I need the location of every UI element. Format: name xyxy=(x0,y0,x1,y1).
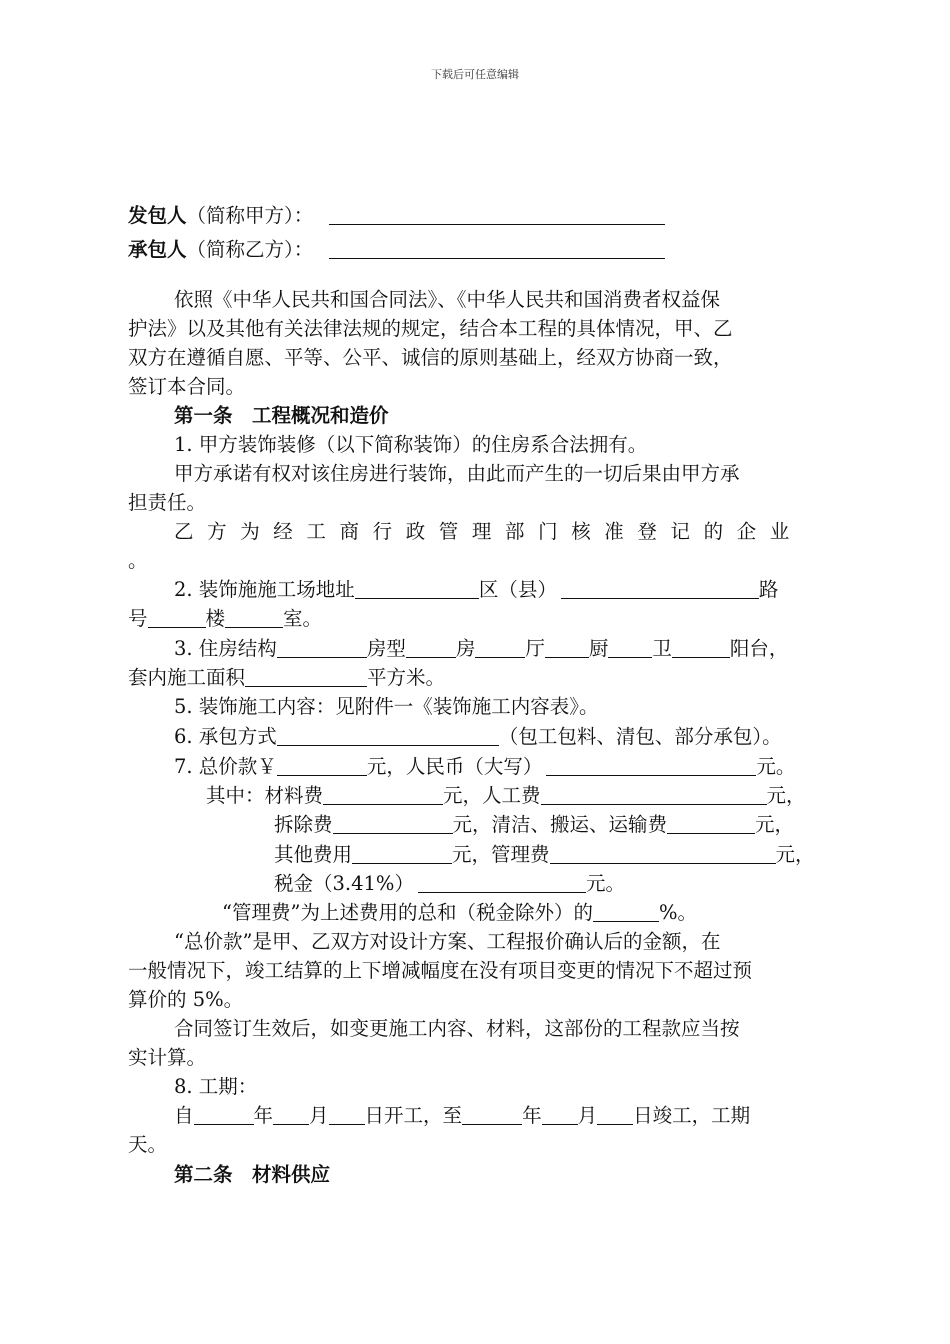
contract-mode-label: 6. 承包方式 xyxy=(174,725,277,748)
breakdown-line xyxy=(274,869,950,899)
bathrooms-label: 卫 xyxy=(652,637,672,660)
item3-line-2 xyxy=(128,663,848,693)
halls-label: 厅 xyxy=(525,637,545,660)
labor-fee-blank[interactable] xyxy=(541,782,767,805)
party-b-blank[interactable] xyxy=(329,236,665,259)
material-fee-blank[interactable] xyxy=(323,782,443,805)
contractor-qualification-end: 。 xyxy=(128,549,148,572)
bathrooms-blank[interactable] xyxy=(608,635,652,658)
transport-fee-blank[interactable] xyxy=(667,811,755,834)
contract-mode-blank[interactable] xyxy=(277,723,499,746)
end-year-blank[interactable] xyxy=(462,1102,522,1125)
item7-line xyxy=(174,752,894,782)
preamble-line: 签订本合同。 xyxy=(128,375,246,398)
start-to-label: 日开工，至 xyxy=(364,1104,463,1127)
party-a-blank[interactable] xyxy=(329,202,665,225)
yuan-label: 元。 xyxy=(585,872,625,895)
start-month-blank[interactable] xyxy=(273,1102,309,1125)
rooms-blank[interactable] xyxy=(406,635,456,658)
total-note-line: “总价款”是甲、乙双方对设计方案、工程报价确认后的金额，在 xyxy=(174,930,721,953)
management-rate-line xyxy=(222,898,942,928)
party-b-line xyxy=(128,235,848,265)
from-label: 自 xyxy=(174,1104,194,1127)
commit-line: 担责任。 xyxy=(128,491,207,514)
end-month-blank[interactable] xyxy=(542,1102,578,1125)
management-fee-blank[interactable] xyxy=(550,841,776,864)
rmb-caps-label: 元，人民币（大写） xyxy=(366,755,543,778)
end-day-blank[interactable] xyxy=(597,1102,633,1125)
material-fee-label: 其中：材料费 xyxy=(206,784,324,807)
structure-blank[interactable] xyxy=(277,635,367,658)
site-road-blank[interactable] xyxy=(561,576,759,599)
month-label: 月 xyxy=(577,1104,598,1127)
tax-label: 税金（3.41%） xyxy=(274,872,414,895)
year-label: 年 xyxy=(522,1104,542,1127)
breakdown-line xyxy=(274,810,950,840)
site-address-label: 2. 装饰施施工场地址 xyxy=(174,578,355,601)
change-note-line: 合同签订生效后，如变更施工内容、材料，这部份的工程款应当按 xyxy=(174,1017,740,1040)
yuan-label: 元， xyxy=(755,813,795,836)
area-unit: 平方米。 xyxy=(367,666,446,689)
balconies-label: 阳台， xyxy=(729,637,789,660)
item8-text: 8. 工期： xyxy=(174,1075,258,1098)
item3-line xyxy=(174,634,894,664)
number-label: 号 xyxy=(128,607,148,630)
total-price-label: 7. 总价款￥ xyxy=(174,755,277,778)
labor-fee-label: 元，人工费 xyxy=(443,784,541,807)
other-fee-blank[interactable] xyxy=(352,841,452,864)
yuan-label: 元。 xyxy=(756,755,796,778)
total-note-line: 一般情况下，竣工结算的上下增减幅度在没有项目变更的情况下不超过预 xyxy=(128,959,753,982)
halls-blank[interactable] xyxy=(475,635,525,658)
rooms-label: 房 xyxy=(455,637,476,660)
change-note-line: 实计算。 xyxy=(128,1046,207,1069)
month-label: 月 xyxy=(309,1104,329,1127)
start-day-blank[interactable] xyxy=(329,1102,365,1125)
party-a-paren: （简称甲方）： xyxy=(186,204,314,227)
tax-blank[interactable] xyxy=(418,870,586,893)
demolition-fee-blank[interactable] xyxy=(333,811,453,834)
total-price-blank[interactable] xyxy=(277,753,367,776)
road-label: 路 xyxy=(758,578,779,601)
area-blank[interactable] xyxy=(245,664,367,687)
area-label: 套内施工面积 xyxy=(128,666,246,689)
site-building-blank[interactable] xyxy=(225,605,283,628)
kitchens-label: 厨 xyxy=(588,637,609,660)
layout-label: 房型 xyxy=(366,637,406,660)
kitchens-blank[interactable] xyxy=(545,635,589,658)
structure-label: 3. 住房结构 xyxy=(174,637,277,660)
contract-mode-options: （包工包料、清包、部分承包）。 xyxy=(498,725,782,748)
year-label: 年 xyxy=(253,1104,274,1127)
item2-line xyxy=(174,575,894,605)
room-label: 室。 xyxy=(283,607,323,630)
total-note-line: 算价的 5%。 xyxy=(128,988,244,1011)
management-rate-blank[interactable] xyxy=(593,899,659,922)
completion-label: 日竣工，工期 xyxy=(633,1104,751,1127)
party-b-paren: （简称乙方）： xyxy=(186,238,314,261)
commit-line: 甲方承诺有权对该住房进行装饰，由此而产生的一切后果由甲方承 xyxy=(174,462,740,485)
item6-line xyxy=(174,722,894,752)
transport-fee-label: 元，清洁、搬运、运输费 xyxy=(452,813,668,836)
breakdown-line xyxy=(274,840,950,870)
district-label: 区（县） xyxy=(478,578,557,601)
percent-label: %。 xyxy=(658,901,697,924)
party-b-label: 承包人 xyxy=(128,238,187,261)
item5-text: 5. 装饰施工内容：见附件一《装饰施工内容表》。 xyxy=(174,695,599,718)
management-fee-label: 元，管理费 xyxy=(452,843,550,866)
item2-line-2 xyxy=(128,604,848,634)
article2-title: 第二条 材料供应 xyxy=(174,1163,331,1186)
article1-title: 第一条 工程概况和造价 xyxy=(174,404,389,427)
demolition-fee-label: 拆除费 xyxy=(274,813,333,836)
period-days: 天。 xyxy=(128,1133,168,1156)
preamble-line: 护法》以及其他有关法律法规的规定，结合本工程的具体情况，甲、乙 xyxy=(128,317,733,340)
balconies-blank[interactable] xyxy=(672,635,730,658)
item1-text: 1. 甲方装饰装修（以下简称装饰）的住房系合法拥有。 xyxy=(174,433,648,456)
rmb-caps-blank[interactable] xyxy=(546,753,756,776)
building-label: 楼 xyxy=(205,607,226,630)
period-line xyxy=(174,1101,894,1131)
site-district-blank[interactable] xyxy=(355,576,479,599)
party-a-label: 发包人 xyxy=(128,204,187,227)
header-note: 下载后可任意编辑 xyxy=(431,68,519,81)
breakdown-line xyxy=(206,781,926,811)
preamble-line: 双方在遵循自愿、平等、公平、诚信的原则基础上，经双方协商一致， xyxy=(128,346,733,369)
contractor-qualification: 乙方为经工商行政管理部门核准登记的企业 xyxy=(174,520,803,543)
yuan-label: 元， xyxy=(775,843,815,866)
party-a-line xyxy=(128,201,848,231)
start-year-blank[interactable] xyxy=(194,1102,254,1125)
yuan-label: 元， xyxy=(766,784,806,807)
other-fee-label: 其他费用 xyxy=(274,843,353,866)
site-number-blank[interactable] xyxy=(148,605,206,628)
preamble-line: 依照《中华人民共和国合同法》、《中华人民共和国消费者权益保 xyxy=(174,288,721,311)
management-rate-label: “管理费”为上述费用的总和（税金除外）的 xyxy=(222,901,593,924)
